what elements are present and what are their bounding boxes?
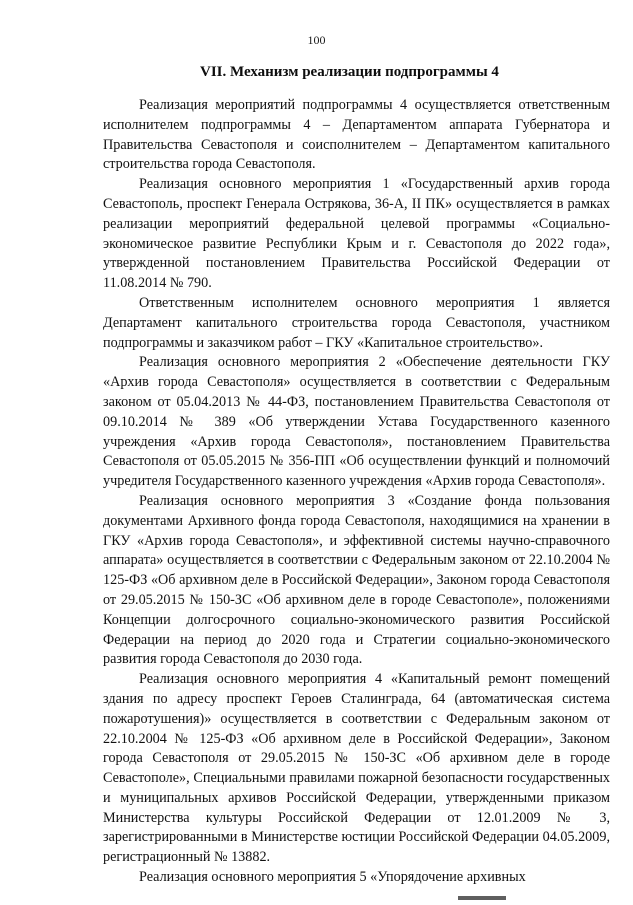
page-number: 100: [307, 33, 326, 47]
scan-mark: [458, 896, 506, 900]
paragraph-measure-1-executor: Ответственным исполнителем основного мероприятия 1 является Департамент капитального строительства города Севастополя, участником подпрограммы и заказчиком работ – ГКУ «Капитальное строительство».: [103, 294, 610, 351]
section-title: VII. Механизм реализации подпрограммы 4: [200, 64, 499, 80]
paragraph-measure-4: Реализация основного мероприятия 4 «Капитальный ремонт помещений здания по адресу проспект Героев Сталинграда, 64 (автоматическая система пожаротушения)» осуществляется в соответствии с Федеральным законом от 22.10.2004 № 125-ФЗ «Об архивном деле в Российской Федерации», Законом города Севастополя от 29.05.2015 № 150-ЗС «Об архивном деле в городе Севастополе», Специальными правилами пожарной безопасности государственных и муниципальных архивов Российской Федерации, утвержденными приказом Министерства культуры Российской Федерации от 12.01.2009 № 3, зарегистрированными в Министерстве юстиции Российской Федерации 04.05.2009, регистрационный № 13882.: [103, 671, 610, 866]
paragraph-measure-1: Реализация основного мероприятия 1 «Государственный архив города Севастополь, проспект Генерала Острякова, 36-А, II ПК» осуществляется в рамках реализации мероприятий федеральной целевой программы «Социально-экономическое развитие Республики Крым и г. Севастополя до 2022 года», утвержденной постановлением Правительства Российской Федерации от 11.08.2014 № 790.: [103, 176, 610, 292]
paragraph-responsible-executor: Реализация мероприятий подпрограммы 4 осуществляется ответственным исполнителем подпрограммы 4 – Департаментом аппарата Губернатора и Правительства Севастополя и соисполнителем – Департаментом капитального строительства города Севастополя.: [103, 97, 610, 173]
paragraph-measure-3: Реализация основного мероприятия 3 «Создание фонда пользования документами Архивного фонда города Севастополя, находящимися на хранении в ГКУ «Архив города Севастополя», и эффективной системы научно-справочного аппарата» осуществляется в соответствии с Федеральным законом от 22.10.2004 № 125-ФЗ «Об архивном деле в Российской Федерации», Законом города Севастополя от 29.05.2015 № 150-ЗС «Об архивном деле в городе Севастополе», положениями Концепции долгосрочного социально-экономического развития Российской Федерации на период до 2020 года и Стратегии социально-экономического развития города Севастополя до 2030 года.: [103, 492, 610, 668]
body-text: [103, 96, 610, 888]
paragraph-measure-5: Реализация основного мероприятия 5 «Упорядочение архивных: [139, 869, 526, 886]
paragraph-measure-2: Реализация основного мероприятия 2 «Обеспечение деятельности ГКУ «Архив города Севастополя» осуществляется в соответствии с Федеральным законом от 05.04.2013 № 44-ФЗ, постановлением Правительства Севастополя от 09.10.2014 № 389 «Об утверждении Устава Государственного казенного учреждения «Архив города Севастополя», постановлением Правительства Севастополя от 05.05.2015 № 356-ПП «Об осуществлении функций и полномочий учредителя Государственного казенного учреждения «Архив города Севастополя».: [103, 354, 610, 490]
